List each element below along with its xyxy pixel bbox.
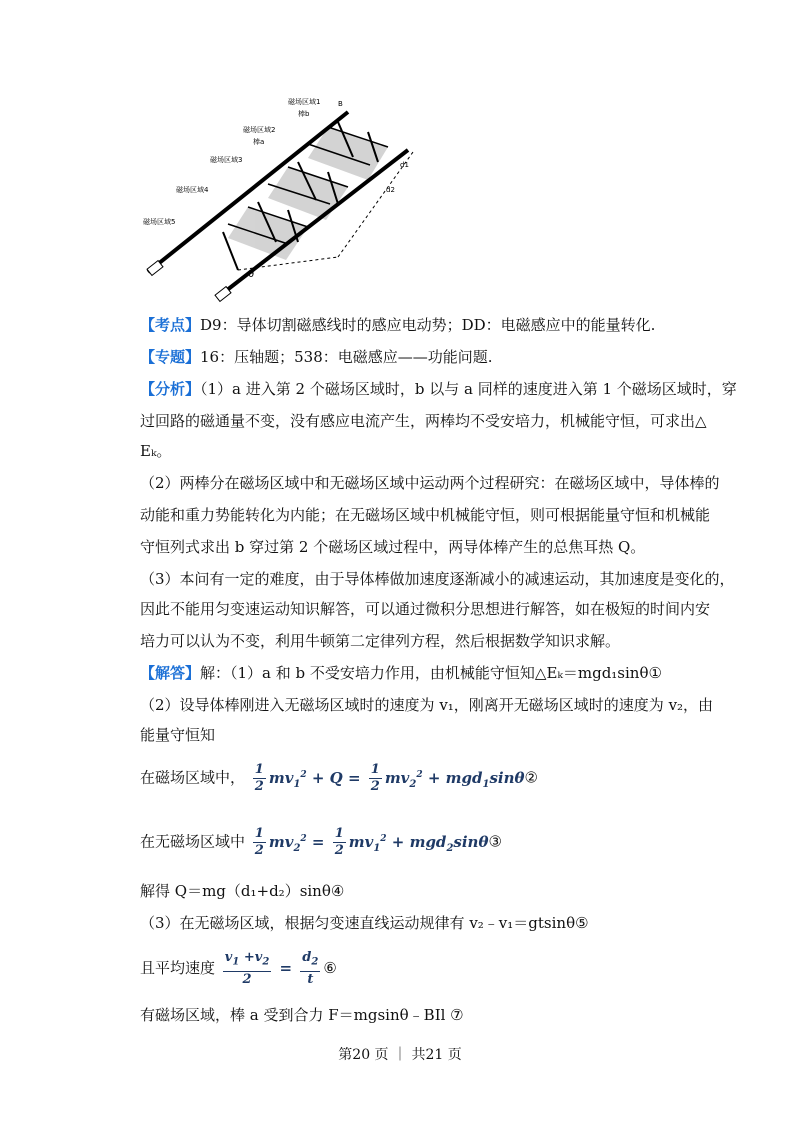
label-b-field: B <box>338 100 343 108</box>
eq6-formula: $\frac{v_1 +v_2}{2}$ = $\frac{d_2}{t}$ <box>224 950 319 987</box>
label-rod-b: 棒b <box>298 110 310 118</box>
equation-3 <box>140 826 502 859</box>
jieda-text-1: 解：（1）a 和 b 不受安培力作用，由机械能守恒知△Eₖ＝mgd₁sinθ① <box>200 664 662 682</box>
eq3-formula: $\frac{1}{2}$ $mv_2^2$ = $\frac{1}{2}$ $mv_1^2 + mgd_2\sin\theta$ <box>254 826 489 858</box>
eq6-mark: ⑥ <box>323 958 337 977</box>
eq2-prefix: 在磁场区域中， <box>140 768 246 787</box>
fenxi-line-1 <box>140 378 737 399</box>
kaodian-tag: 【考点】 <box>140 316 201 334</box>
rail-figure <box>138 92 428 307</box>
equation-6 <box>140 950 337 988</box>
label-region-5: 磁场区域5 <box>143 218 176 226</box>
fenxi-line-7: （3）本问有一定的难度，由于导体棒做加速度逐渐减小的减速运动，其加速度是变化的， <box>140 570 735 588</box>
label-region-2: 磁场区域2 <box>243 126 276 134</box>
label-d2: d2 <box>386 186 395 194</box>
page-footer: 第20 页 ｜ 共21 页 <box>338 1047 462 1063</box>
fenxi-line-4: （2）两棒分在磁场区域中和无磁场区域中运动两个过程研究：在磁场区域中，导体棒的 <box>140 474 720 492</box>
fenxi-line-8: 因此不能用匀变速运动知识解答，可以通过微积分思想进行解答，如在极短的时间内安 <box>140 600 711 618</box>
zhuanti-text: 16：压轴题；538：电磁感应——功能问题. <box>200 348 493 366</box>
kaodian-text: D9：导体切割磁感线时的感应电动势；DD：电磁感应中的能量转化. <box>200 316 656 334</box>
jieda-line-2: （2）设导体棒刚进入无磁场区域时的速度为 v₁，刚离开无磁场区域时的速度为 v₂，由 <box>140 696 714 714</box>
inclined-rails-diagram <box>138 92 428 307</box>
eq3-prefix: 在无磁场区域中 <box>140 832 246 851</box>
jieda-tag: 【解答】 <box>140 664 201 682</box>
jieda-line-3: 能量守恒知 <box>140 726 216 744</box>
fenxi-line-3: Eₖ。 <box>140 442 172 460</box>
eq3-mark: ③ <box>488 832 502 851</box>
label-rod-a: 棒a <box>253 138 265 146</box>
label-region-3: 磁场区域3 <box>210 156 243 164</box>
fenxi-line-6: 守恒列式求出 b 穿过第 2 个磁场区域过程中，两导体棒产生的总焦耳热 Q。 <box>140 538 646 556</box>
label-theta: θ <box>248 269 255 280</box>
fenxi-line-2: 过回路的磁通量不变，没有感应电流产生，两棒均不受安培力，机械能守恒，可求出△ <box>140 412 707 430</box>
jieda-line-1 <box>140 662 662 683</box>
eq2-mark: ② <box>524 768 538 787</box>
label-region-4: 磁场区域4 <box>176 186 209 194</box>
jieda-line-6: 有磁场区域，棒 a 受到合力 F＝mgsinθ﹣BIl ⑦ <box>140 1006 464 1024</box>
fenxi-text-1: （1）a 进入第 2 个磁场区域时，b 以与 a 同样的速度进入第 1 个磁场区域时，穿 <box>200 380 737 398</box>
jieda-line-4: 解得 Q＝mg（d₁+d₂）sinθ④ <box>140 882 345 900</box>
kaodian-line <box>140 314 655 335</box>
zhuanti-line <box>140 346 493 367</box>
label-region-1: 磁场区域1 <box>288 98 321 106</box>
zhuanti-tag: 【专题】 <box>140 348 201 366</box>
eq2-formula: $\frac{1}{2}$ $mv_1^2 + Q$ = $\frac{1}{2}$ $mv_2^2 + mgd_1\sin\theta$ <box>254 762 525 794</box>
label-d1: d1 <box>400 161 409 169</box>
equation-2 <box>140 762 538 795</box>
jieda-line-5: （3）在无磁场区域，根据匀变速直线运动规律有 v₂﹣v₁＝gtsinθ⑤ <box>140 914 589 932</box>
fenxi-tag: 【分析】 <box>140 380 201 398</box>
fenxi-line-5: 动能和重力势能转化为内能；在无磁场区域中机械能守恒，则可根据能量守恒和机械能 <box>140 506 711 524</box>
fenxi-line-9: 培力可以认为不变，利用牛顿第二定律列方程，然后根据数学知识求解。 <box>140 632 621 650</box>
eq6-prefix: 且平均速度 <box>140 958 216 977</box>
